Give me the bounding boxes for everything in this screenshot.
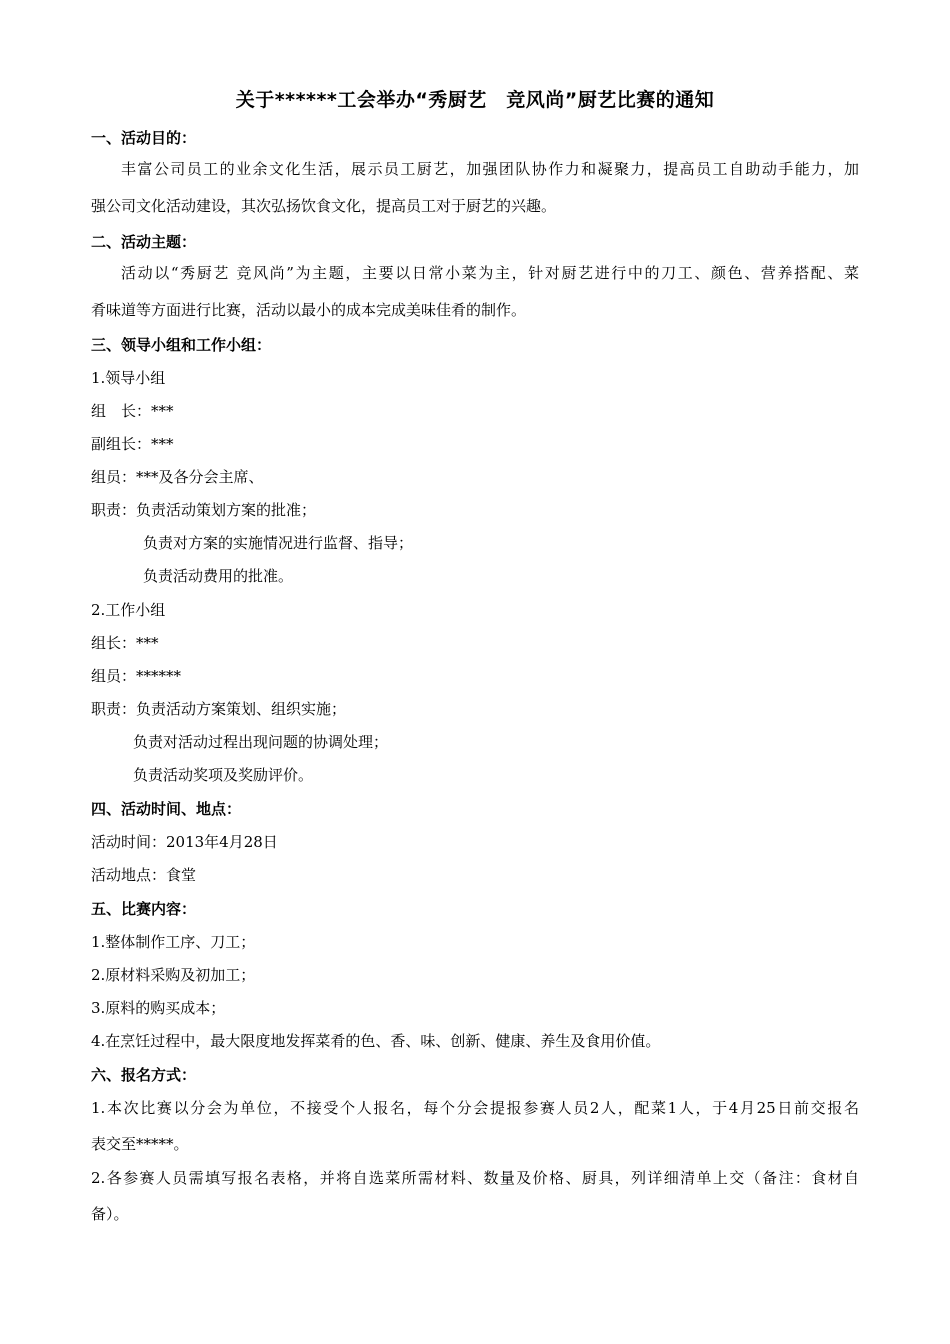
section-heading-signup: 六、报名方式： (91, 1066, 197, 1084)
theme-line-2: 肴味道等方面进行比赛，活动以最小的成本完成美味佳肴的制作。 (91, 301, 527, 319)
leader-group-duty-2: 负责对方案的实施情况进行监督、指导； (143, 534, 414, 552)
work-group-duty-3: 负责活动奖项及奖励评价。 (133, 766, 314, 784)
signup-item-1-line-2: 表交至*****。 (91, 1135, 189, 1153)
theme-text-line (121, 262, 859, 284)
content-item-2: 2.原材料采购及初加工； (91, 966, 256, 984)
section-heading-theme: 二、活动主题： (91, 233, 197, 251)
theme-line-1: 活动以“秀厨艺 竞风尚”为主题，主要以日常小菜为主，针对厨艺进行中的刀工、颜色、营养搭配、菜 (121, 264, 859, 282)
work-group-head: 组长：*** (91, 634, 159, 652)
purpose-text-line (121, 158, 859, 180)
signup-item-1-row (91, 1097, 859, 1119)
leader-group-title: 1.领导小组 (91, 369, 166, 387)
leader-group-members: 组员：***及各分会主席、 (91, 468, 264, 486)
activity-time: 活动时间：2013年4月28日 (91, 833, 278, 851)
section-heading-purpose: 一、活动目的： (91, 129, 197, 147)
section-heading-time-place: 四、活动时间、地点： (91, 800, 242, 818)
content-item-4: 4.在烹饪过程中，最大限度地发挥菜肴的色、香、味、创新、健康、养生及食用价值。 (91, 1032, 661, 1050)
purpose-line-1: 丰富公司员工的业余文化生活，展示员工厨艺，加强团队协作力和凝聚力，提高员工自助动手能力，加 (121, 160, 859, 178)
leader-group-duty-1: 职责：负责活动策划方案的批准； (91, 501, 317, 519)
signup-item-2-row (91, 1167, 859, 1189)
leader-group-duty-3: 负责活动费用的批准。 (143, 567, 294, 585)
leader-group-deputy: 副组长：*** (91, 435, 174, 453)
content-item-1: 1.整体制作工序、刀工； (91, 933, 256, 951)
signup-item-2-line-1: 2.各参赛人员需填写报名表格，并将自选菜所需材料、数量及价格、厨具，列详细清单上交（备注：食材自 (91, 1169, 859, 1187)
signup-item-2-line-2: 备）。 (91, 1205, 129, 1223)
work-group-title: 2.工作小组 (91, 601, 166, 619)
section-heading-groups: 三、领导小组和工作小组： (91, 336, 272, 354)
signup-item-1-line-1: 1.本次比赛以分会为单位，不接受个人报名，每个分会提报参赛人员2人，配菜1人，于4月25日前交报名 (91, 1099, 859, 1117)
document-title: 关于******工会举办“秀厨艺 竞风尚”厨艺比赛的通知 (235, 89, 715, 111)
work-group-members: 组员：****** (91, 667, 182, 685)
leader-group-head: 组 长：*** (91, 402, 174, 420)
content-item-3: 3.原料的购买成本； (91, 999, 226, 1017)
purpose-line-2: 强公司文化活动建设，其次弘扬饮食文化，提高员工对于厨艺的兴趣。 (91, 197, 557, 215)
work-group-duty-1: 职责：负责活动方案策划、组织实施； (91, 700, 347, 718)
activity-place: 活动地点：食堂 (91, 866, 197, 884)
work-group-duty-2: 负责对活动过程出现问题的协调处理； (133, 733, 389, 751)
section-heading-content: 五、比赛内容： (91, 900, 197, 918)
